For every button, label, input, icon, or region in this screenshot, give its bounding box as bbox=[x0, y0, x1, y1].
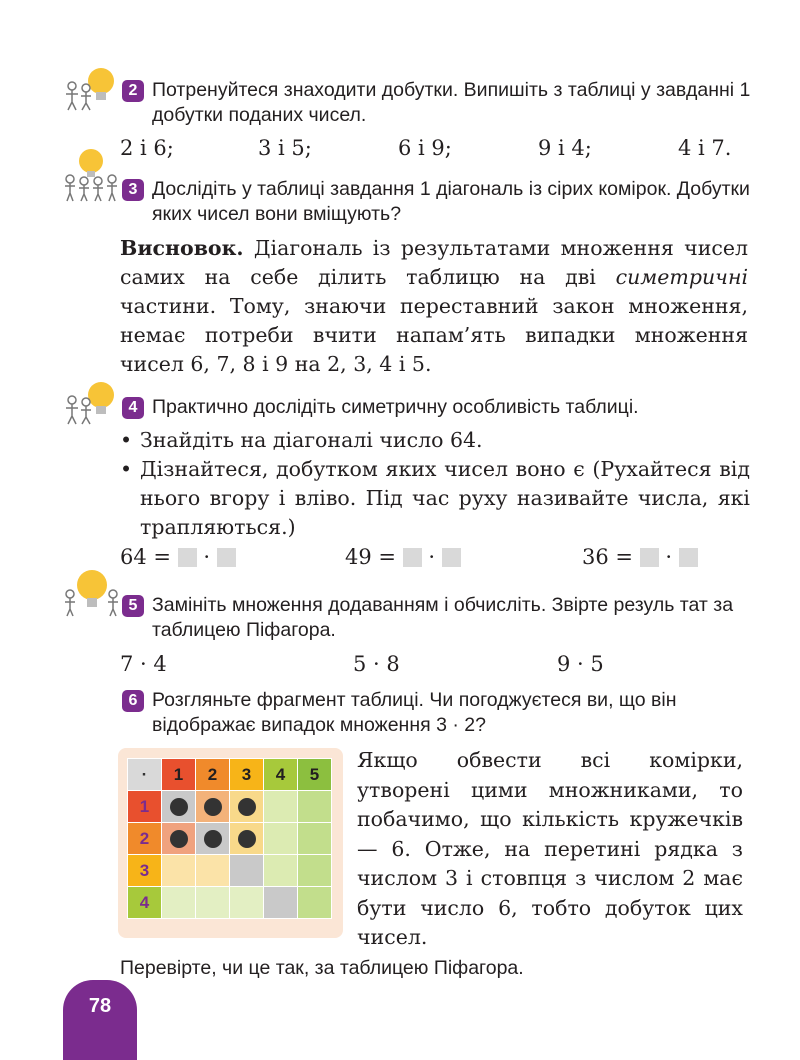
task-number-badge: 5 bbox=[122, 595, 144, 617]
table-cell bbox=[230, 887, 264, 919]
table-cell bbox=[264, 887, 298, 919]
expression: 7 · 4 bbox=[120, 652, 167, 676]
bullet-item: • Дізнайтеся, добутком яких чисел воно є (Рухайтеся від нього вгору і вліво. Під час руху називайте числа, які трапляються.) bbox=[120, 455, 750, 542]
table-cell bbox=[264, 823, 298, 855]
answer-box[interactable] bbox=[679, 548, 698, 567]
table-cell bbox=[196, 855, 230, 887]
number-pair: 6 і 9; bbox=[398, 136, 452, 160]
number-pair: 3 і 5; bbox=[258, 136, 312, 160]
bullet-text: Дізнайтеся, добутком яких чисел воно є (Рухайтеся від нього вгору і вліво. Під час руху називайте числа, які трапляються.) bbox=[140, 457, 750, 539]
multiply-sign: · bbox=[665, 545, 673, 569]
explanation-paragraph: Якщо обвести всі комірки, утворені цими множниками, то побачимо, що кількість кружечків — 6. Отже, на перетині рядка з числом 3 і стовпця з числом 2 має бути число 6, тобто добуток цих чисел. bbox=[357, 748, 743, 949]
multiply-sign: · bbox=[428, 545, 436, 569]
multiply-sign: · bbox=[203, 545, 211, 569]
answer-box[interactable] bbox=[403, 548, 422, 567]
column-header: 1 bbox=[162, 759, 196, 791]
page-number-badge bbox=[63, 980, 137, 1060]
task-number-badge: 6 bbox=[122, 690, 144, 712]
page-number: 78 bbox=[88, 995, 112, 1017]
expression: 9 · 5 bbox=[557, 652, 604, 676]
lightbulb-pair-icon bbox=[62, 64, 120, 112]
equation bbox=[582, 545, 698, 569]
answer-box[interactable] bbox=[640, 548, 659, 567]
lightbulb-pair-icon bbox=[62, 568, 120, 618]
conclusion-label: Висновок. bbox=[120, 236, 244, 260]
lightbulb-pair-icon bbox=[62, 380, 120, 426]
table-cell bbox=[298, 855, 332, 887]
answer-box[interactable] bbox=[217, 548, 236, 567]
task-6-text: Розгляньте фрагмент таблиці. Чи погоджуєтеся ви, що він відображає випадок множення 3 · 2? bbox=[152, 689, 677, 736]
column-header: 3 bbox=[230, 759, 264, 791]
table-cell bbox=[162, 887, 196, 919]
table-cell bbox=[196, 823, 230, 855]
conclusion-text: частини. Тому, знаючи переставний закон множення, немає потреби вчити напам’ять випадки множення чисел 6, 7, 8 і 9 на 2, 3, 4 і 5. bbox=[120, 294, 748, 376]
bullet-item: • Знайдіть на діагоналі число 64. bbox=[120, 426, 750, 455]
task-2-text: Потренуйтеся знаходити добутки. Випишіть з таблиці у завданні 1 добутки поданих чисел. bbox=[152, 79, 751, 126]
table-cell bbox=[230, 791, 264, 823]
circle-marker bbox=[238, 830, 256, 848]
task-number-badge: 4 bbox=[122, 397, 144, 419]
table-cell bbox=[230, 855, 264, 887]
number-pair: 2 і 6; bbox=[120, 136, 174, 160]
table-cell bbox=[264, 855, 298, 887]
row-header: 3 bbox=[128, 855, 162, 887]
circle-marker bbox=[238, 798, 256, 816]
task-4-text: Практично дослідіть симетричну особливість таблиці. bbox=[152, 396, 639, 418]
table-cell bbox=[298, 823, 332, 855]
answer-box[interactable] bbox=[442, 548, 461, 567]
row-header: 4 bbox=[128, 887, 162, 919]
task-number-badge: 2 bbox=[122, 80, 144, 102]
table-cell bbox=[196, 887, 230, 919]
row-header: 1 bbox=[128, 791, 162, 823]
equation-lhs: 36 = bbox=[582, 545, 633, 569]
circle-marker bbox=[170, 798, 188, 816]
conclusion-paragraph bbox=[120, 234, 748, 379]
table-cell bbox=[162, 823, 196, 855]
circle-marker bbox=[170, 830, 188, 848]
multiplication-table-fragment bbox=[127, 758, 332, 919]
circle-marker bbox=[204, 830, 222, 848]
circle-marker bbox=[204, 798, 222, 816]
task-5-text: Замініть множення додаванням і обчисліть. Звірте резуль тат за таблицею Піфагора. bbox=[152, 594, 734, 641]
row-header: 2 bbox=[128, 823, 162, 855]
table-cell bbox=[196, 791, 230, 823]
lightbulb-group-icon bbox=[62, 145, 120, 203]
conclusion-italic: симетричні bbox=[615, 265, 748, 289]
table-corner: · bbox=[128, 759, 162, 791]
column-header: 4 bbox=[264, 759, 298, 791]
number-pair: 9 і 4; bbox=[538, 136, 592, 160]
equation bbox=[120, 545, 236, 569]
task-number-badge: 3 bbox=[122, 179, 144, 201]
table-cell bbox=[298, 887, 332, 919]
equation-lhs: 49 = bbox=[345, 545, 396, 569]
equation-lhs: 64 = bbox=[120, 545, 171, 569]
bullet-text: Знайдіть на діагоналі число 64. bbox=[140, 428, 483, 452]
table-cell bbox=[162, 791, 196, 823]
table-cell bbox=[298, 791, 332, 823]
table-cell bbox=[162, 855, 196, 887]
expression: 5 · 8 bbox=[353, 652, 400, 676]
task-3-text: Дослідіть у таблиці завдання 1 діагональ із сірих комірок. Добутки яких чисел вони вміщують? bbox=[152, 178, 750, 225]
column-header: 5 bbox=[298, 759, 332, 791]
table-cell bbox=[264, 791, 298, 823]
footer-instruction: Перевірте, чи це так, за таблицею Піфагора. bbox=[120, 957, 524, 979]
number-pair: 4 і 7. bbox=[678, 136, 732, 160]
conclusion-text: Діагональ із результатами множення чисел самих на себе ділить таблицю на дві bbox=[120, 236, 748, 289]
table-cell bbox=[230, 823, 264, 855]
equation bbox=[345, 545, 461, 569]
answer-box[interactable] bbox=[178, 548, 197, 567]
column-header: 2 bbox=[196, 759, 230, 791]
